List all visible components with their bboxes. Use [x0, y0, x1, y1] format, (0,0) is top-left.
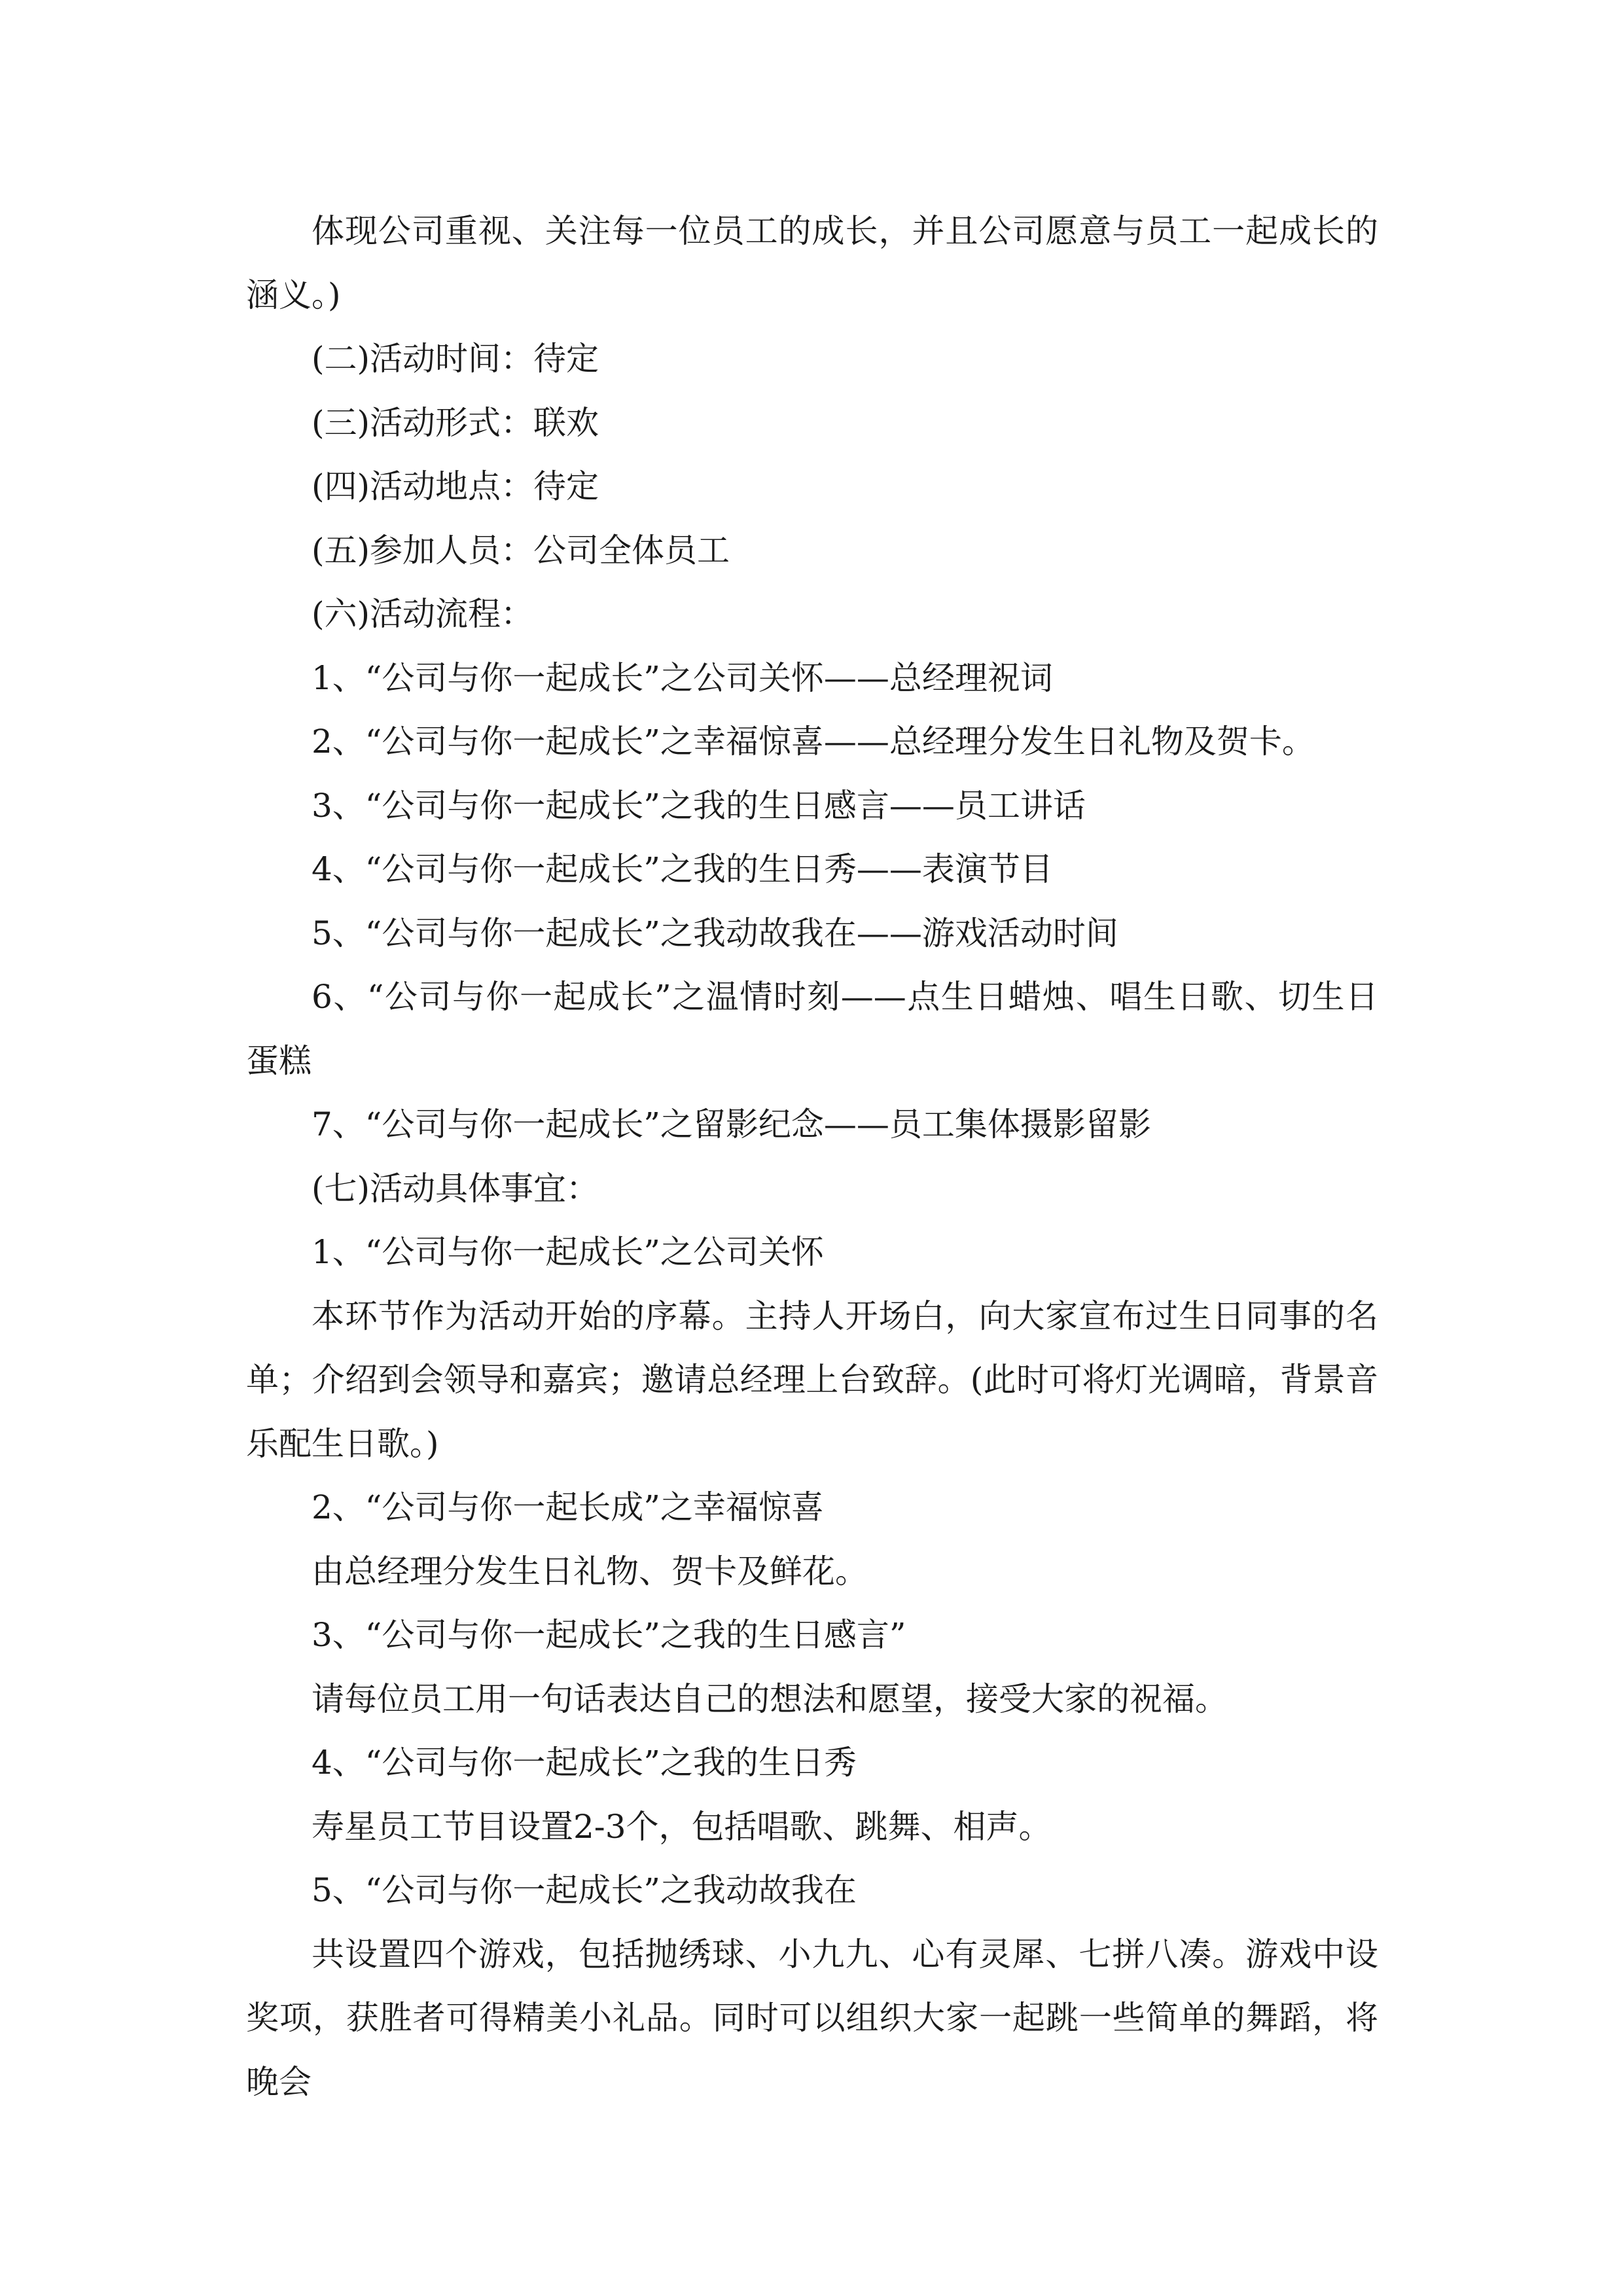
- list-item: 6、“公司与你一起成长”之温情时刻——点生日蜡烛、唱生日歌、切生日蛋糕: [246, 978, 1378, 1080]
- paragraph-activity-form: (三)活动形式：联欢: [312, 403, 599, 442]
- paragraph-body: 本环节作为活动开始的序幕。主持人开场白，向大家宣布过生日同事的名单；介绍到会领导和嘉宾；邀请总经理上台致辞。(此时可将灯光调暗，背景音乐配生日歌。): [246, 1297, 1378, 1463]
- paragraph-participants: (五)参加人员：公司全体员工: [312, 531, 730, 569]
- paragraph-body: 请每位员工用一句话表达自己的想法和愿望，接受大家的祝福。: [312, 1679, 1228, 1718]
- subheading: 5、“公司与你一起成长”之我动故我在: [312, 1871, 857, 1909]
- subheading: 3、“公司与你一起成长”之我的生日感言”: [312, 1616, 906, 1654]
- paragraph-body: 寿星员工节目设置2-3个，包括唱歌、跳舞、相声。: [312, 1807, 1052, 1846]
- paragraph-body: 由总经理分发生日礼物、贺卡及鲜花。: [312, 1552, 868, 1590]
- paragraph-activity-location: (四)活动地点：待定: [312, 467, 599, 505]
- paragraph-body: 共设置四个游戏，包括抛绣球、小九九、心有灵犀、七拼八凑。游戏中设奖项，获胜者可得精美小礼品。同时可以组织大家一起跳一些简单的舞蹈，将晚会: [246, 1935, 1378, 2101]
- list-item: 4、“公司与你一起成长”之我的生日秀——表演节目: [312, 850, 1053, 888]
- subheading: 4、“公司与你一起成长”之我的生日秀: [312, 1744, 857, 1782]
- list-item: 5、“公司与你一起成长”之我动故我在——游戏活动时间: [312, 914, 1118, 952]
- list-item: 1、“公司与你一起成长”之公司关怀——总经理祝词: [312, 658, 1053, 697]
- subheading: 1、“公司与你一起成长”之公司关怀: [312, 1233, 824, 1271]
- paragraph-activity-time: (二)活动时间：待定: [312, 340, 599, 378]
- list-item: 2、“公司与你一起成长”之幸福惊喜——总经理分发生日礼物及贺卡。: [312, 723, 1315, 761]
- subheading: 2、“公司与你一起长成”之幸福惊喜: [312, 1488, 824, 1526]
- paragraph-process-heading: (六)活动流程：: [312, 595, 534, 633]
- document-body: [246, 200, 1378, 2114]
- paragraph-details-heading: (七)活动具体事宜：: [312, 1169, 599, 1208]
- list-item: 3、“公司与你一起成长”之我的生日感言——员工讲话: [312, 786, 1086, 825]
- paragraph-intro-continuation: 体现公司重视、关注每一位员工的成长，并且公司愿意与员工一起成长的涵义。): [246, 212, 1378, 314]
- list-item: 7、“公司与你一起成长”之留影纪念——员工集体摄影留影: [312, 1105, 1151, 1143]
